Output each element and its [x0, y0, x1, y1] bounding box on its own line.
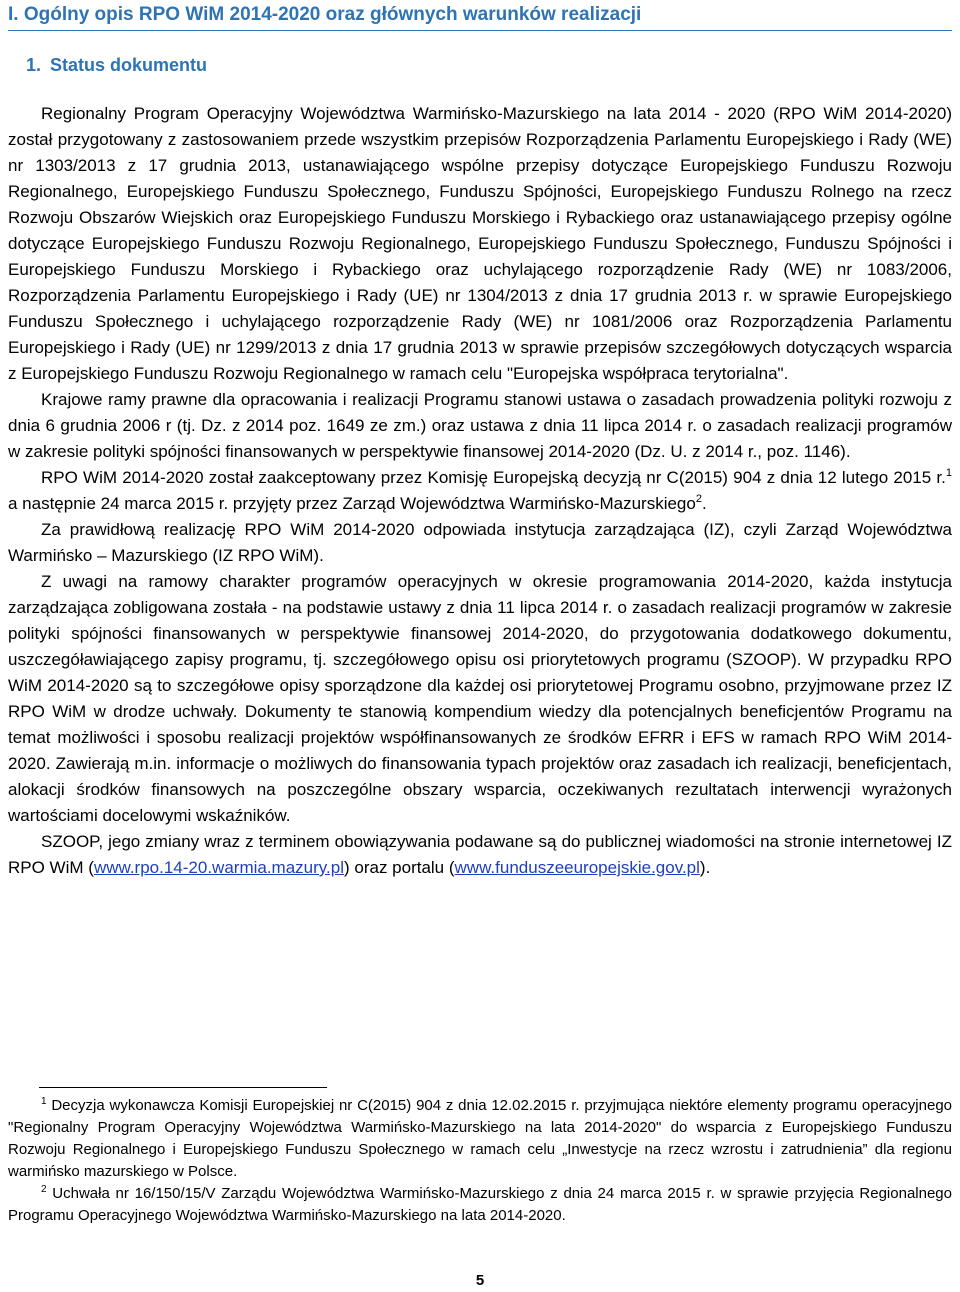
paragraph-publication: [8, 829, 952, 881]
body-text: [8, 101, 952, 881]
footnote-mark-2: 2: [41, 1184, 47, 1195]
footnote-1: [8, 1095, 952, 1183]
section-heading: [26, 53, 207, 77]
paragraph-managing-authority: Za prawidłową realizację RPO WiM 2014-2020 odpowiada instytucja zarządzająca (IZ), czyli Zarząd Województwa Warmińsko – Mazurskiego (IZ RPO WiM).: [8, 520, 952, 565]
footnotes: [8, 1095, 952, 1227]
chapter-heading: I. Ogólny opis RPO WiM 2014-2020 oraz głównych warunków realizacji: [8, 3, 952, 31]
paragraph-legal-basis-eu: Regionalny Program Operacyjny Województwa Warmińsko-Mazurskiego na lata 2014 - 2020 (RPO WiM 2014-2020) został przygotowany z zastosowaniem przede wszystkim przepisów Rozporządzenia Parlamentu Europejskiego i Rady (WE) nr 1303/2013 z 17 grudnia 2013, ustanawiającego wspólne przepisy dotyczące Europejskiego Funduszu Rozwoju Regionalnego, Europejskiego Funduszu Społecznego, Funduszu Spójności, Europejskiego Funduszu Rolnego na rzecz Rozwoju Obszarów Wiejskich oraz Europejskiego Funduszu Morskiego i Rybackiego oraz ustanawiającego przepisy ogólne dotyczące Europejskiego Funduszu Rozwoju Regionalnego, Europejskiego Funduszu Społecznego, Funduszu Spójności i Europejskiego Funduszu Morskiego i Rybackiego oraz uchylającego rozporządzenie Rady (WE) nr 1083/2006, Rozporządzenia Parlamentu Europejskiego i Rady (UE) nr 1304/2013 z dnia 17 grudnia 2013 r. w sprawie Europejskiego Funduszu Społecznego i uchylającego rozporządzenie Rady (WE) nr 1081/2006 oraz Rozporządzenia Parlamentu Europejskiego i Rady (UE) nr 1299/2013 z dnia 17 grudnia 2013 w sprawie przepisów szczegółowych dotyczących wsparcia z Europejskiego Funduszu Rozwoju Regionalnego w ramach celu "Europejska współpraca terytorialna".: [8, 104, 952, 383]
link-rpo-website[interactable]: www.rpo.14-20.warmia.mazury.pl: [93, 858, 344, 877]
footnote-ref-1[interactable]: 1: [945, 467, 952, 479]
approval-text-middle: a następnie 24 marca 2015 r. przyjęty przez Zarząd Województwa Warmińsko-Mazurskiego: [8, 494, 696, 513]
paragraph-szoop: Z uwagi na ramowy charakter programów operacyjnych w okresie programowania 2014-2020, każda instytucja zarządzająca zobligowana została - na podstawie ustawy z dnia 11 lipca 2014 r. o zasadach realizacji programów w zakresie polityki spójności finansowanych w perspektywie finansowej 2014-2020, do przygotowania dodatkowego dokumentu, uszczegóławiającego zapisy programu, tj. szczegółowego opisu osi priorytetowych programu (SZOOP). W przypadku RPO WiM 2014-2020 są to szczegółowe opisy sporządzone dla każdej osi priorytetowej Programu osobno, przyjmowane przez IZ RPO WiM w drodze uchwały. Dokumenty te stanowią kompendium wiedzy dla potencjalnych beneficjentów Programu na temat możliwości i sposobu realizacji projektów współfinansowanych ze środków EFRR i EFS w ramach RPO WiM 2014-2020. Zawierają m.in. informacje o możliwych do finansowania typach projektów oraz zasadach ich realizacji, beneficjentach, alokacji środków finansowych na poszczególne obszary wsparcia, oczekiwanych rezultatach interwencji wyrażonych wartościami docelowymi wskaźników.: [8, 572, 952, 825]
approval-text-start: RPO WiM 2014-2020 został zaakceptowany przez Komisję Europejską decyzją nr C(2015) 904 z dnia 12 lutego 2015 r.: [41, 468, 946, 487]
paragraph-legal-basis-national: Krajowe ramy prawne dla opracowania i realizacji Programu stanowi ustawa o zasadach prowadzenia polityki rozwoju z dnia 6 grudnia 2006 r (tj. Dz. z 2014 poz. 1649 ze zm.) oraz ustawa z dnia 11 lipca 2014 r. o zasadach realizacji programów w zakresie polityki spójności finansowanych w perspektywie finansowej 2014-2020 (Dz. U. z 2014 r., poz. 1146).: [8, 390, 952, 461]
footnote-text-2: Uchwała nr 16/150/15/V Zarządu Województwa Warmińsko-Mazurskiego z dnia 24 marca 2015 r. w sprawie przyjęcia Regionalnego Programu Operacyjnego Województwa Warmińsko-Mazurskiego na lata 2014-2020.: [8, 1185, 952, 1224]
footnote-2: [8, 1183, 952, 1227]
footnote-ref-2[interactable]: 2: [695, 493, 702, 505]
link-funds-portal[interactable]: www.funduszeeuropejskie.gov.pl: [454, 858, 700, 877]
publication-text-end: ).: [699, 858, 711, 877]
approval-text-end: .: [701, 494, 707, 513]
publication-text-middle: ) oraz portalu (: [343, 858, 455, 877]
paragraph-approval: [8, 465, 952, 517]
footnote-text-1: Decyzja wykonawcza Komisji Europejskiej nr C(2015) 904 z dnia 12.02.2015 r. przyjmująca niektóre elementy programu operacyjnego "Regionalny Program Operacyjny Województwa Warmińsko-Mazurskiego na lata 2014-2020" do wsparcia z Europejskiego Funduszu Rozwoju Regionalnego i Europejskiego Funduszu Społecznego w ramach celu „Inwestycje na rzecz wzrostu i zatrudnienia” dla regionu warmińsko mazurskiego w Polsce.: [8, 1097, 952, 1180]
publication-text-start: SZOOP, jego zmiany wraz z terminem obowiązywania podawane są do publicznej wiadomości na stronie internetowej IZ RPO WiM (: [8, 832, 952, 877]
footnote-separator: [39, 1087, 327, 1088]
section-number: 1.: [26, 55, 42, 75]
section-title: Status dokumentu: [50, 55, 208, 75]
page-number: 5: [475, 1272, 485, 1289]
footnote-mark-1: 1: [41, 1096, 47, 1107]
